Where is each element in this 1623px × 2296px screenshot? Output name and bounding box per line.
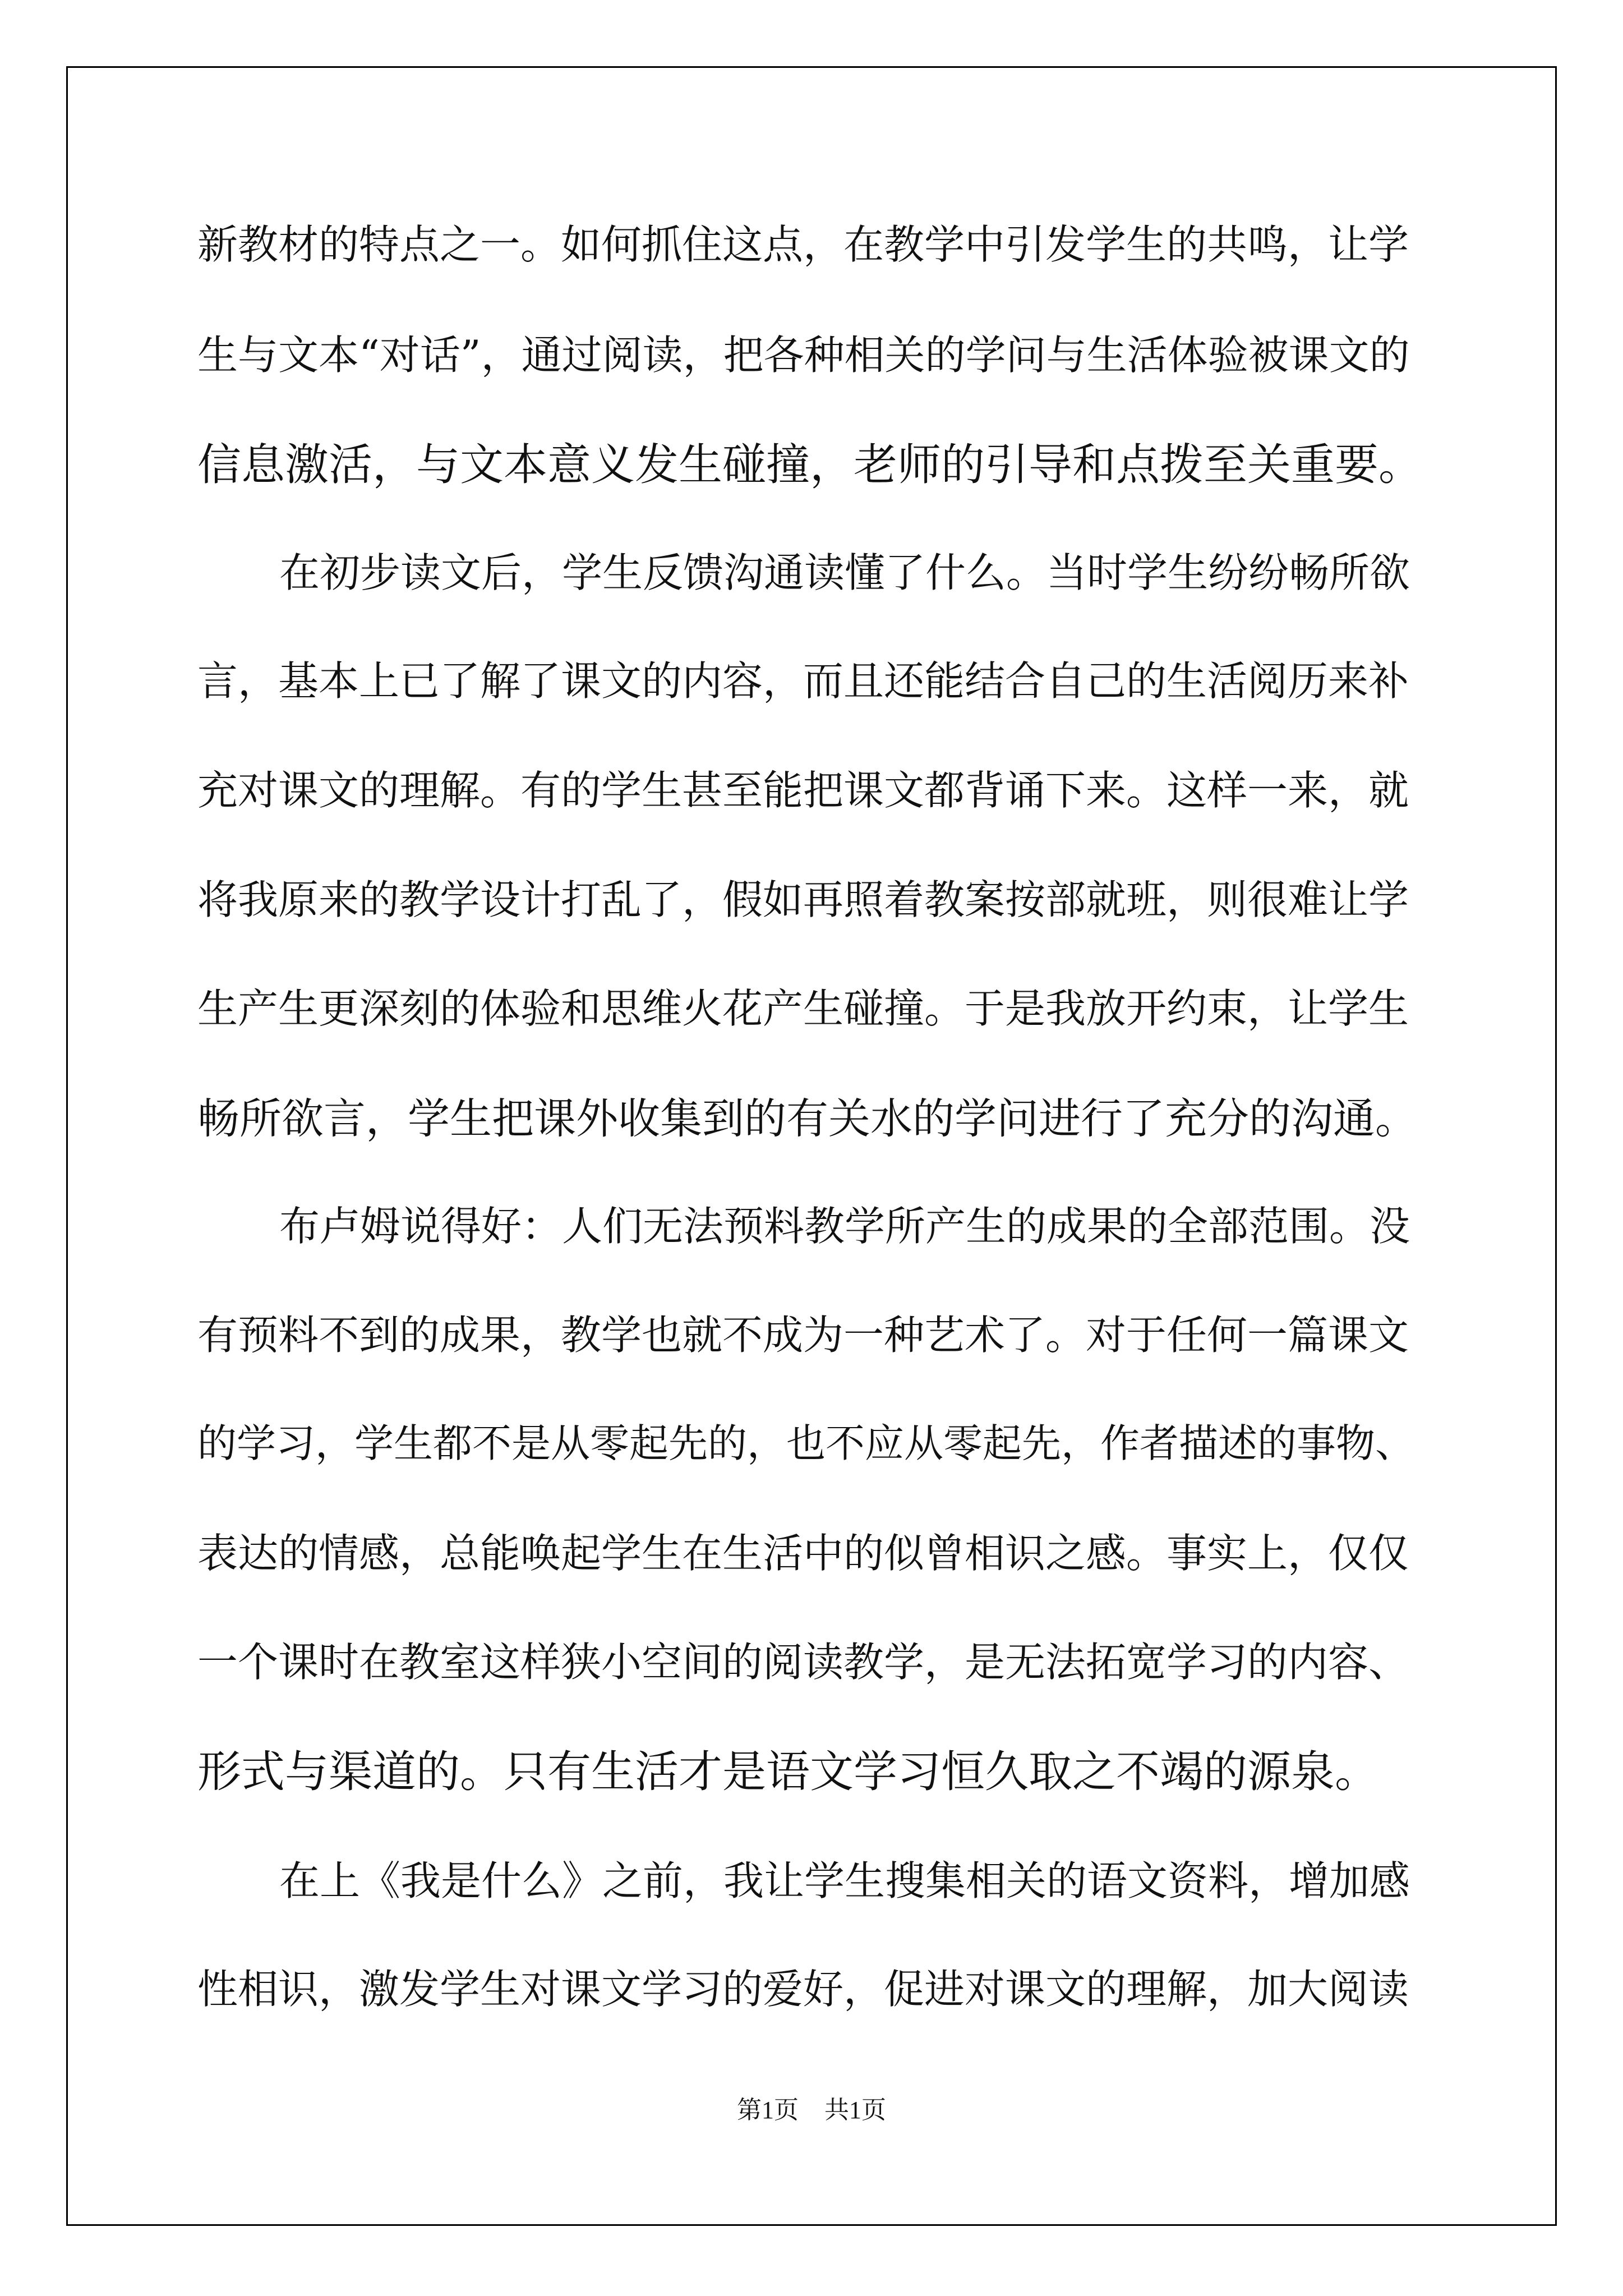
text-line: 性相识，激发学生对课文学习的爱好，促进对课文的理解，加大阅读 [197,1966,1409,2013]
text-line: 的学习，学生都不是从零起先的，也不应从零起先，作者描述的事物、 [197,1420,1414,1466]
page-total: 共1页 [824,2096,886,2124]
text-line: 新教材的特点之一。如何抓住这点，在教学中引发学生的共鸣，让学 [197,221,1409,268]
page-number: 第1页 [737,2096,799,2124]
text-line: 表达的情感，总能唤起学生在生活中的似曾相识之感。事实上，仅仅 [197,1530,1409,1577]
text-line: 有预料不到的成果，教学也就不成为一种艺术了。对于任何一篇课文 [197,1312,1409,1359]
text-line: 形式与渠道的。只有生活才是语文学习恒久取之不竭的源泉。 [197,1747,1379,1797]
paragraph-first-line: 布卢姆说得好：人们无法预料教学所产生的成果的全部范围。没 [279,1203,1410,1250]
paragraph-first-line: 在初步读文后，学生反馈沟通读懂了什么。当时学生纷纷畅所欲 [279,549,1410,596]
text-line: 信息激活，与文本意义发生碰撞，老师的引导和点拨至关重要。 [197,440,1423,490]
text-line: 畅所欲言，学生把课外收集到的有关水的学问进行了充分的沟通。 [197,1094,1418,1143]
text-line: 生与文本“对话”，通过阅读，把各种相关的学问与生活体验被课文的 [197,332,1410,379]
paragraph-first-line: 在上《我是什么》之前，我让学生搜集相关的语文资料，增加感 [279,1857,1410,1904]
page-footer [0,2098,1623,2123]
text-line: 言，基本上已了解了课文的内容，而且还能结合自己的生活阅历来补 [197,657,1409,705]
text-line: 生产生更深刻的体验和思维火花产生碰撞。于是我放开约束，让学生 [197,985,1409,1032]
text-line: 充对课文的理解。有的学生甚至能把课文都背诵下来。这样一来，就 [197,767,1409,814]
text-line: 一个课时在教室这样狭小空间的阅读教学，是无法拓宽学习的内容、 [197,1639,1409,1686]
text-line: 将我原来的教学设计打乱了，假如再照着教案按部就班，则很难让学 [197,876,1409,923]
